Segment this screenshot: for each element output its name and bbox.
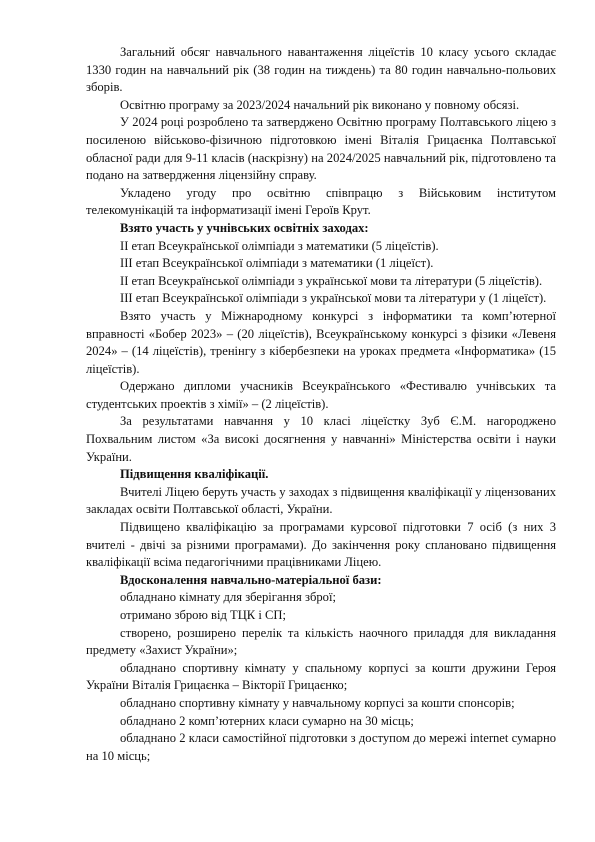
paragraph: У 2024 році розроблено та затверджено Освітню програму Полтавського ліцею з посиленою військово-фізичною підготовкою імені Віталія Грицаєнка Полтавської обласної ради для 9-11 класів (наскрізну) на 2024/2025 навчальний рік, підготовлено та подано на затвердження ліцензійну справу.	[86, 115, 556, 183]
paragraph: Взято участь у Міжнародному конкурсі з інформатики та комп’ютерної вправності «Бобер 2023» – (20 ліцеїстів), Всеукраїнському конкурсі з фізики «Левеня 2024» – (14 ліцеїстів), тренінгу з кібербезпеки на уроках предмета «Інформатика» (15 ліцеїстів).	[86, 308, 556, 376]
paragraph: Підвищено кваліфікацію за програмами курсової підготовки 7 осіб (з них 3 вчителі - двічі за різними програмами). До закінчення року сплановано підвищення кваліфікації всіма педагогічними працівниками Ліцею.	[86, 520, 556, 570]
paragraph: Загальний обсяг навчального навантаження ліцеїстів 10 класу усього складає 1330 годин на навчальний рік (38 годин на тиждень) та 80 годин навчально-польових зборів.	[86, 45, 556, 95]
paragraph: створено, розширено перелік та кількість наочного приладдя для викладання предмету «Захист України»;	[86, 625, 556, 658]
paragraph: обладнано 2 класи самостійної підготовки з доступом до мережі internet сумарно на 10 місць;	[86, 731, 556, 763]
paragraph: ІІІ етап Всеукраїнської олімпіади з української мови та літератури у (1 ліцеїст).	[120, 291, 547, 306]
paragraph: ІІ етап Всеукраїнської олімпіади з математики (5 ліцеїстів).	[120, 238, 439, 253]
paragraph: Освітню програму за 2023/2024 начальний рік виконано у повному обсязі.	[120, 97, 520, 112]
paragraph: обладнано 2 комп’ютерних класи сумарно на 30 місць;	[120, 713, 414, 728]
paragraph: За результатами навчання у 10 класі ліцеїстку Зуб Є.М. нагороджено Похвальним листом «За високі досягнення у навчанні» Міністерства освіти і науки України.	[86, 414, 556, 464]
paragraph: Вчителі Ліцею беруть участь у заходах з підвищення кваліфікації у ліцензованих закладах освіти Полтавської області, України.	[86, 484, 556, 517]
section-heading-qualification: Підвищення кваліфікації.	[120, 467, 269, 482]
paragraph: обладнано кімнату для зберігання зброї;	[120, 590, 336, 605]
paragraph: Укладено угоду про освітню співпрацю з Військовим інститутом телекомунікацій та інформатизації імені Героїв Крут.	[86, 185, 556, 218]
document-body	[86, 44, 556, 765]
paragraph: обладнано спортивну кімнату у навчальному корпусі за кошти спонсорів;	[120, 695, 515, 710]
paragraph: Одержано дипломи учасників Всеукраїнського «Фестивалю учнівських та студентських проектів з хімії» – (2 ліцеїстів).	[86, 379, 556, 411]
paragraph: обладнано спортивну кімнату у спальному корпусі за кошти дружини Героя України Віталія Грицаєнка – Вікторії Грицаєнко;	[86, 660, 556, 693]
section-heading-material-base: Вдосконалення навчально-матеріальної бази:	[120, 572, 382, 587]
section-heading-events: Взято участь у учнівських освітніх заходах:	[120, 220, 369, 235]
paragraph: ІІ етап Всеукраїнської олімпіади з української мови та літератури (5 ліцеїстів).	[120, 273, 543, 288]
paragraph: ІІІ етап Всеукраїнської олімпіади з математики (1 ліцеїст).	[120, 256, 434, 271]
paragraph: отримано зброю від ТЦК і СП;	[120, 608, 286, 622]
